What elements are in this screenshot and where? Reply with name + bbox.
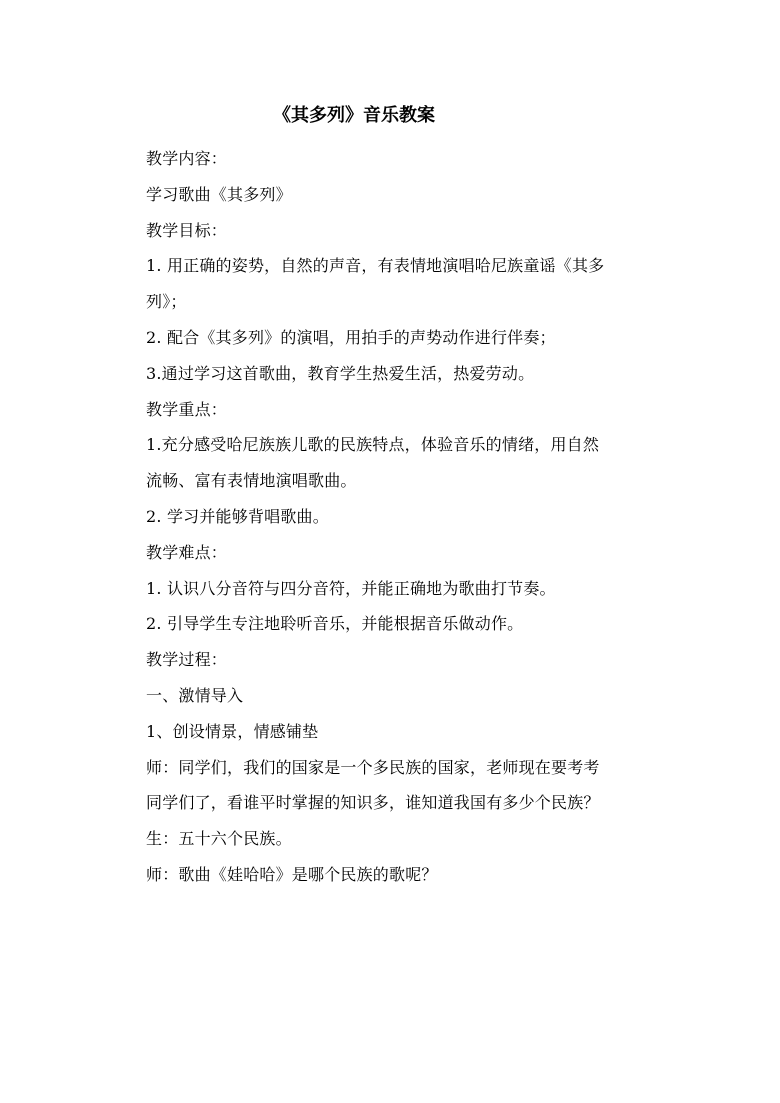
dialogue-student-1: 生：五十六个民族。 <box>146 829 292 849</box>
section-heading-difficulties: 教学难点： <box>146 542 228 562</box>
section-heading-process: 教学过程： <box>146 650 228 670</box>
key-point-2: 2. 学习并能够背唱歌曲。 <box>146 506 329 526</box>
objective-3: 3.通过学习这首歌曲，教育学生热爱生活，热爱劳动。 <box>146 363 535 383</box>
objective-2: 2. 配合《其多列》的演唱，用拍手的声势动作进行伴奏； <box>146 327 556 347</box>
key-point-1-line-2: 流畅、富有表情地演唱歌曲。 <box>146 471 357 491</box>
objective-1-line-2: 列》； <box>146 292 187 312</box>
process-substep-1: 1、创设情景，情感铺垫 <box>146 721 319 741</box>
section-heading-content: 教学内容： <box>146 149 228 168</box>
section-heading-key-points: 教学重点： <box>146 399 228 419</box>
dialogue-teacher-1-line-1: 师：同学们，我们的国家是一个多民族的国家，老师现在要考考 <box>146 757 600 777</box>
objective-1-line-1: 1. 用正确的姿势，自然的声音，有表情地演唱哈尼族童谣《其多 <box>146 256 605 276</box>
section-heading-objectives: 教学目标： <box>146 220 228 240</box>
content-text: 学习歌曲《其多列》 <box>146 184 292 204</box>
process-step-1: 一、激情导入 <box>146 685 244 705</box>
document-body <box>146 141 666 893</box>
difficulty-2: 2. 引导学生专注地聆听音乐，并能根据音乐做动作。 <box>146 614 524 634</box>
difficulty-1: 1. 认识八分音符与四分音符，并能正确地为歌曲打节奏。 <box>146 578 556 598</box>
key-point-1-line-1: 1.充分感受哈尼族族儿歌的民族特点，体验音乐的情绪，用自然 <box>146 435 600 455</box>
dialogue-teacher-1-line-2: 同学们了，看谁平时掌握的知识多，谁知道我国有多少个民族？ <box>146 793 600 813</box>
document-title: 《其多列》音乐教案 <box>273 105 435 126</box>
dialogue-teacher-2: 师：歌曲《娃哈哈》是哪个民族的歌呢？ <box>146 864 438 884</box>
